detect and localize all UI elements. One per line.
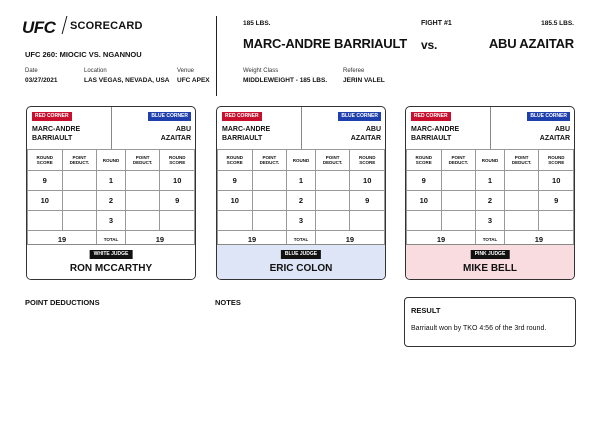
round-score-header: ROUND SCORE <box>160 150 195 171</box>
blue-round-score: 9 <box>539 191 574 211</box>
point-deduct-header: POINT DEDUCT. <box>252 150 287 171</box>
round-header: ROUND <box>97 150 126 171</box>
vs-label: vs. <box>421 38 438 52</box>
blue-round-score: 9 <box>160 191 195 211</box>
judge-panel <box>217 244 385 280</box>
red-fighter-first: MARC-ANDRE <box>222 126 271 133</box>
red-round-score: 10 <box>28 191 63 211</box>
blue-point-deduction <box>504 191 539 211</box>
location-value: LAS VEGAS, NEVADA, USA <box>84 77 170 84</box>
round-number: 1 <box>476 171 505 191</box>
weight-class-label: Weight Class <box>243 68 279 74</box>
ufc-logo: UFC <box>22 18 56 37</box>
red-point-deduction <box>252 211 287 231</box>
venue-label: Venue <box>177 68 195 74</box>
total-label: TOTAL <box>97 231 126 249</box>
point-deduct-header: POINT DEDUCT. <box>315 150 350 171</box>
point-deduct-header: POINT DEDUCT. <box>125 150 160 171</box>
red-fighter-first: MARC-ANDRE <box>32 126 81 133</box>
red-round-score: 9 <box>218 171 253 191</box>
red-point-deduction <box>62 171 97 191</box>
round-row <box>28 211 195 231</box>
round-number: 3 <box>476 211 505 231</box>
red-total: 19 <box>218 231 287 249</box>
referee-label: Referee <box>343 68 365 74</box>
blue-point-deduction <box>125 191 160 211</box>
scorecard-2 <box>216 106 386 280</box>
red-point-deduction <box>441 191 476 211</box>
blue-point-deduction <box>315 171 350 191</box>
red-corner-panel <box>217 107 301 149</box>
total-label: TOTAL <box>476 231 505 249</box>
point-deduct-header: POINT DEDUCT. <box>62 150 97 171</box>
red-fighter-last: BARRIAULT <box>222 135 263 142</box>
blue-point-deduction <box>125 171 160 191</box>
red-point-deduction <box>252 191 287 211</box>
round-score-header: ROUND SCORE <box>539 150 574 171</box>
result-text: Barriault won by TKO 4:56 of the 3rd round. <box>411 325 547 332</box>
red-round-score <box>28 211 63 231</box>
red-fighter-last: BARRIAULT <box>411 135 452 142</box>
blue-corner-badge: BLUE CORNER <box>148 112 191 121</box>
blue-fighter-last: AZAITAR <box>160 135 191 142</box>
round-number: 3 <box>287 211 316 231</box>
red-round-score: 9 <box>407 171 442 191</box>
blue-round-score: 10 <box>539 171 574 191</box>
logo-divider <box>62 16 68 34</box>
header-divider <box>216 16 217 96</box>
blue-fighter-last: AZAITAR <box>350 135 381 142</box>
round-number: 3 <box>97 211 126 231</box>
fight-number: FIGHT #1 <box>421 20 452 27</box>
point-deduct-header: POINT DEDUCT. <box>441 150 476 171</box>
red-fighter-last: BARRIAULT <box>32 135 73 142</box>
round-score-header: ROUND SCORE <box>28 150 63 171</box>
point-deduct-header: POINT DEDUCT. <box>504 150 539 171</box>
result-box <box>404 297 576 347</box>
judge-role-badge: BLUE JUDGE <box>281 250 321 259</box>
blue-fighter-first: ABU <box>175 126 191 133</box>
event-name: UFC 260: MIOCIC VS. NGANNOU <box>25 50 142 59</box>
round-row <box>28 171 195 191</box>
blue-total: 19 <box>504 231 573 249</box>
date-label: Date <box>25 68 38 74</box>
scorecard-1 <box>26 106 196 280</box>
page-title: SCORECARD <box>70 20 143 32</box>
blue-fighter-first: ABU <box>365 126 381 133</box>
round-score-header: ROUND SCORE <box>407 150 442 171</box>
red-round-score: 9 <box>28 171 63 191</box>
total-label: TOTAL <box>287 231 316 249</box>
red-point-deduction <box>62 211 97 231</box>
round-row <box>218 171 385 191</box>
red-point-deduction <box>252 171 287 191</box>
blue-point-deduction <box>504 211 539 231</box>
red-fighter-first: MARC-ANDRE <box>411 126 460 133</box>
blue-round-score: 10 <box>160 171 195 191</box>
red-round-score <box>218 211 253 231</box>
blue-fighter-last: AZAITAR <box>539 135 570 142</box>
red-round-score: 10 <box>218 191 253 211</box>
red-point-deduction <box>62 191 97 211</box>
red-point-deduction <box>441 211 476 231</box>
blue-point-deduction <box>315 191 350 211</box>
date-value: 03/27/2021 <box>25 77 58 84</box>
blue-round-score <box>539 211 574 231</box>
scorecard-3 <box>405 106 575 280</box>
blue-round-score: 9 <box>350 191 385 211</box>
judge-name: ERIC COLON <box>269 263 333 274</box>
judge-role-badge: WHITE JUDGE <box>90 250 133 259</box>
round-score-header: ROUND SCORE <box>218 150 253 171</box>
judge-name: MIKE BELL <box>463 263 517 274</box>
red-corner-badge: RED CORNER <box>32 112 72 121</box>
round-number: 2 <box>287 191 316 211</box>
venue-value: UFC APEX <box>177 77 210 84</box>
blue-corner-badge: BLUE CORNER <box>527 112 570 121</box>
blue-round-score: 10 <box>350 171 385 191</box>
round-row <box>407 191 574 211</box>
red-round-score <box>407 211 442 231</box>
score-table-header <box>218 150 385 171</box>
round-row <box>407 171 574 191</box>
score-table <box>406 149 574 249</box>
round-row <box>218 191 385 211</box>
blue-point-deduction <box>315 211 350 231</box>
referee-value: JERIN VALEL <box>343 77 385 84</box>
red-corner-panel <box>406 107 490 149</box>
score-table-header <box>407 150 574 171</box>
red-round-score: 10 <box>407 191 442 211</box>
red-corner-badge: RED CORNER <box>411 112 451 121</box>
blue-point-deduction <box>125 211 160 231</box>
blue-weight: 185.5 LBS. <box>541 20 574 27</box>
blue-fighter-name: ABU AZAITAR <box>488 36 574 51</box>
blue-total: 19 <box>125 231 194 249</box>
blue-round-score <box>160 211 195 231</box>
round-header: ROUND <box>476 150 505 171</box>
round-row <box>28 191 195 211</box>
blue-round-score <box>350 211 385 231</box>
red-point-deduction <box>441 171 476 191</box>
judge-role-badge: PINK JUDGE <box>471 250 510 259</box>
round-number: 2 <box>97 191 126 211</box>
result-title: RESULT <box>411 306 441 315</box>
blue-corner-panel <box>111 107 196 149</box>
weight-class-value: MIDDLEWEIGHT - 185 LBS. <box>243 77 328 84</box>
judge-panel <box>27 244 195 280</box>
blue-corner-panel <box>490 107 575 149</box>
round-number: 1 <box>287 171 316 191</box>
red-corner-panel <box>27 107 111 149</box>
judge-panel <box>406 244 574 280</box>
round-row <box>218 211 385 231</box>
red-total: 19 <box>28 231 97 249</box>
red-weight: 185 LBS. <box>243 20 271 27</box>
red-fighter-name: MARC-ANDRE BARRIAULT <box>243 36 408 51</box>
red-total: 19 <box>407 231 476 249</box>
round-number: 2 <box>476 191 505 211</box>
point-deductions-title: POINT DEDUCTIONS <box>25 298 100 307</box>
judge-name: RON MCCARTHY <box>69 263 153 274</box>
score-table-header <box>28 150 195 171</box>
blue-fighter-first: ABU <box>554 126 570 133</box>
round-row <box>407 211 574 231</box>
round-score-header: ROUND SCORE <box>350 150 385 171</box>
blue-total: 19 <box>315 231 384 249</box>
location-label: Location <box>84 68 107 74</box>
blue-corner-panel <box>301 107 386 149</box>
score-table <box>217 149 385 249</box>
red-corner-badge: RED CORNER <box>222 112 262 121</box>
score-table <box>27 149 195 249</box>
round-number: 1 <box>97 171 126 191</box>
round-header: ROUND <box>287 150 316 171</box>
blue-corner-badge: BLUE CORNER <box>338 112 381 121</box>
blue-point-deduction <box>504 171 539 191</box>
notes-title: NOTES <box>215 298 241 307</box>
